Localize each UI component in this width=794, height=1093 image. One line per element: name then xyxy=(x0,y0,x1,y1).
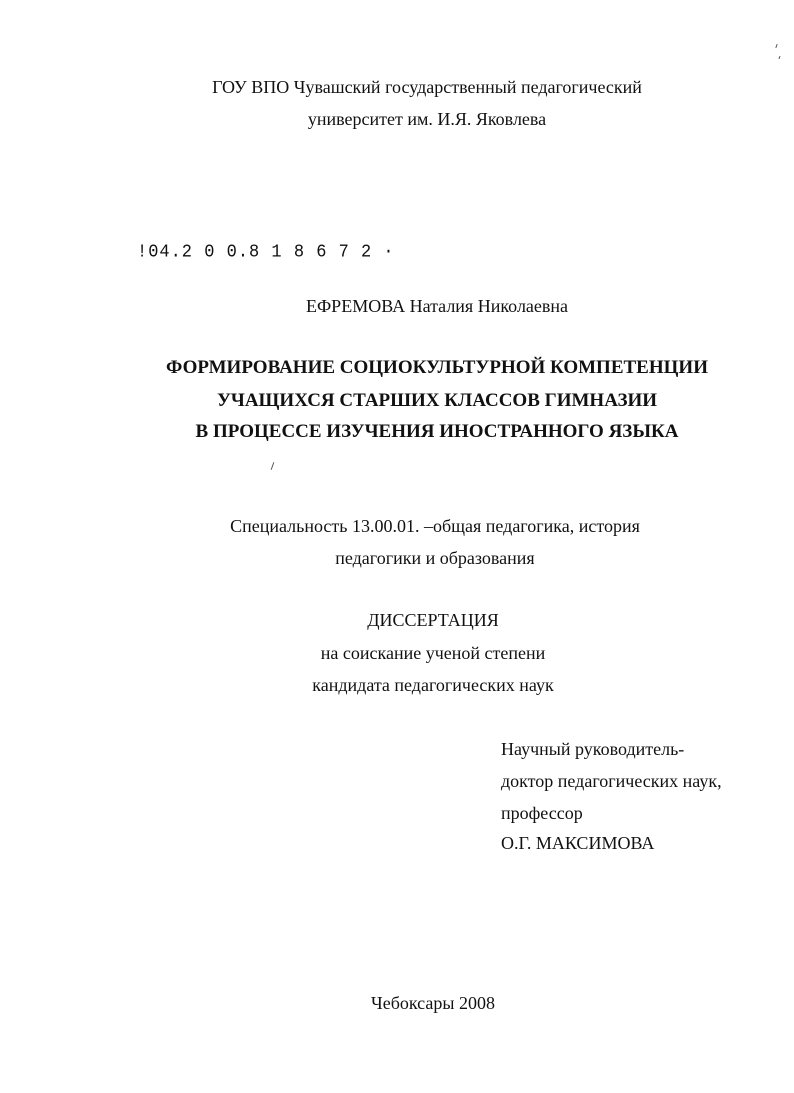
supervisor-role: Научный руководитель- xyxy=(501,739,685,759)
specialty-line-2: педагогики и образования xyxy=(335,548,535,568)
specialty-line-1: Специальность 13.00.01. –общая педагогика, история xyxy=(230,516,640,536)
institution-line-1: ГОУ ВПО Чувашский государственный педагогический xyxy=(212,77,642,97)
dissertation-title-line-2: УЧАЩИХСЯ СТАРШИХ КЛАССОВ ГИМНАЗИИ xyxy=(216,390,658,411)
catalog-number: !04.2 0 0.8 1 8 6 7 2 · xyxy=(137,242,395,263)
institution-line-2: университет им. И.Я. Яковлева xyxy=(307,109,547,129)
supervisor-degree: доктор педагогических наук, xyxy=(501,771,722,791)
supervisor-name: О.Г. МАКСИМОВА xyxy=(501,833,655,853)
dissertation-title-line-3: В ПРОЦЕССЕ ИЗУЧЕНИЯ ИНОСТРАННОГО ЯЗЫКА xyxy=(195,421,679,442)
scan-artifact-mark xyxy=(775,44,777,48)
supervisor-title: профессор xyxy=(501,803,583,823)
dissertation-title-line-1: ФОРМИРОВАНИЕ СОЦИОКУЛЬТУРНОЙ КОМПЕТЕНЦИИ xyxy=(166,357,708,378)
document-type: ДИССЕРТАЦИЯ xyxy=(367,610,499,630)
scan-artifact-mark xyxy=(271,462,275,470)
city-year: Чебоксары 2008 xyxy=(371,993,495,1013)
author-name: ЕФРЕМОВА Наталия Николаевна xyxy=(305,296,569,316)
scan-artifact-mark xyxy=(779,56,781,59)
degree-line-1: на соискание ученой степени xyxy=(320,643,546,663)
degree-line-2: кандидата педагогических наук xyxy=(312,675,554,695)
